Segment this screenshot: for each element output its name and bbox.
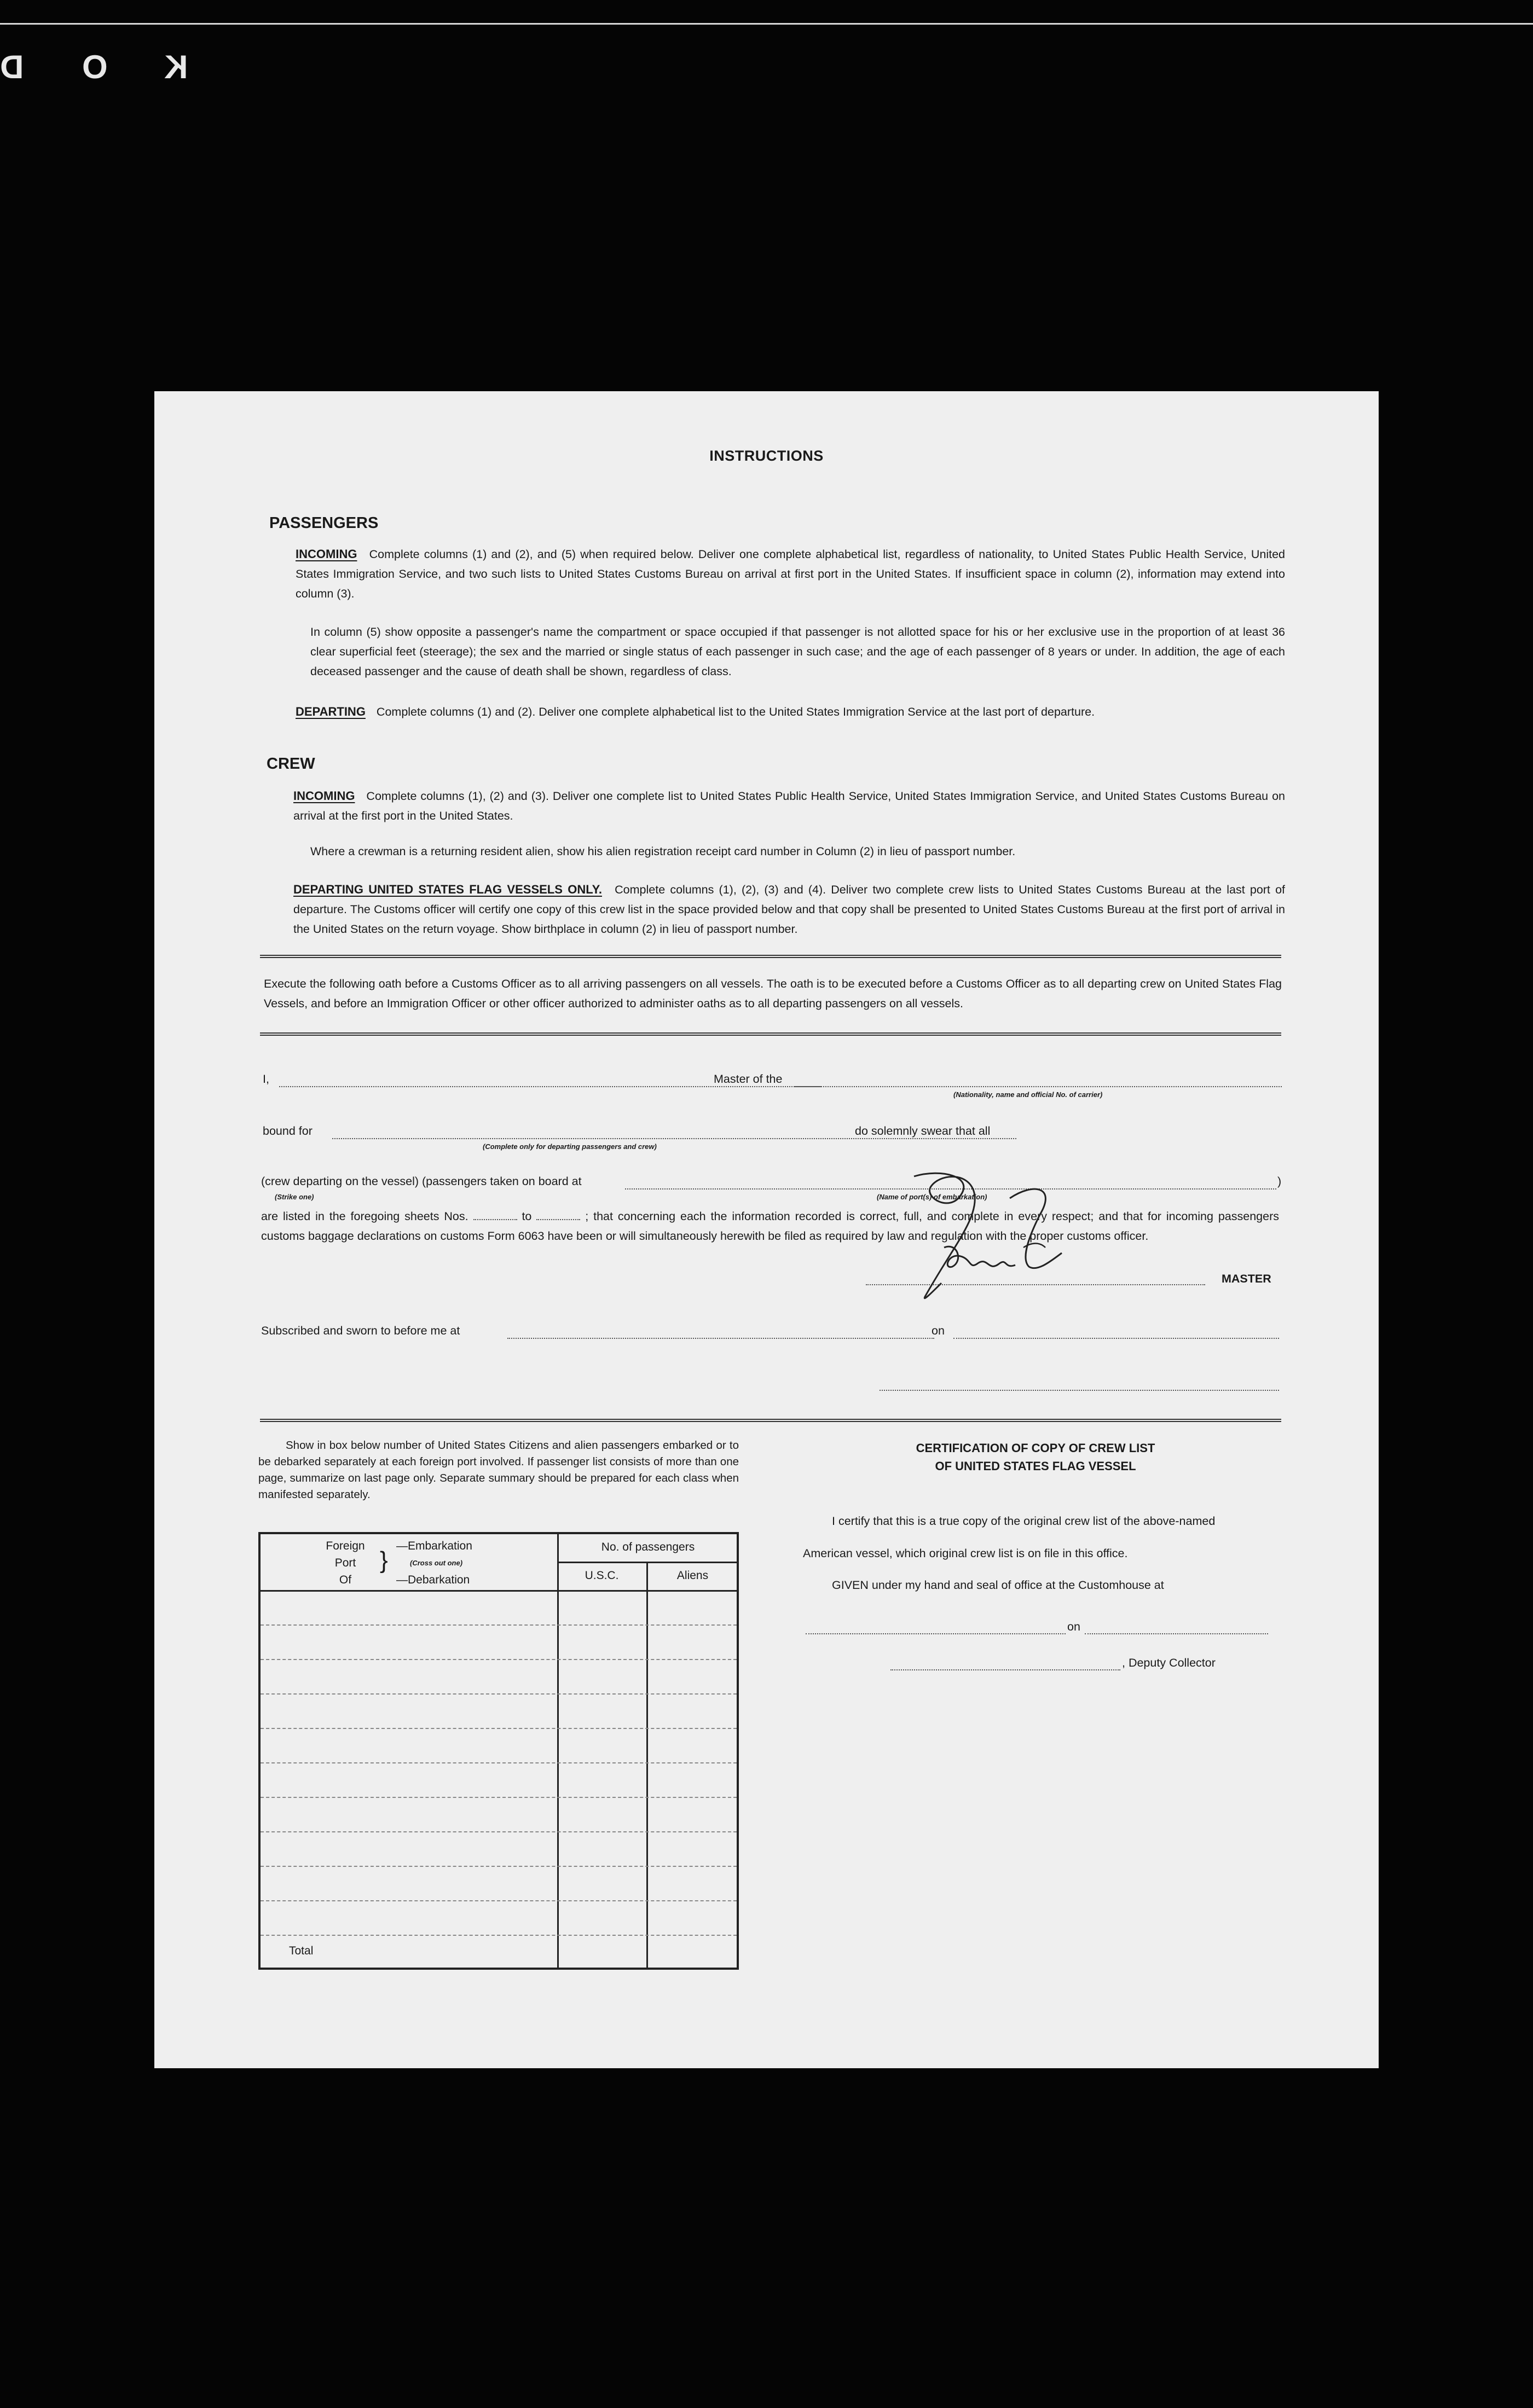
crew-incoming-label: INCOMING [293,789,355,803]
crew-departing-paragraph [293,880,1285,939]
customhouse-place-field[interactable] [806,1633,1066,1634]
certification-heading [800,1439,1271,1475]
table-row[interactable] [261,1797,737,1798]
passengers-incoming-paragraph [296,544,1285,604]
listed-to: to [522,1210,532,1223]
total-label: Total [289,1945,314,1957]
cert-on-label: on [1067,1620,1080,1633]
table-row[interactable] [261,1831,737,1832]
section-rule [260,1419,1281,1422]
incoming-label: INCOMING [296,547,357,561]
summary-instruction: Show in box below number of United States Citizens and alien passengers embarked or to be debarked separately at each foreign port involved. If passenger list consists of more than one page, summarize on last page only. Separate summary should be prepared for each class when manifested separately. [258,1439,739,1501]
certification-heading-2: OF UNITED STATES FLAG VESSEL [935,1459,1136,1473]
brace-icon: } [380,1547,388,1574]
table-row[interactable] [261,1728,737,1729]
cert-date-field[interactable] [1085,1633,1268,1634]
column5-paragraph: In column (5) show opposite a passenger's name the compartment or space occupied if that passenger is not allotted space for his or her exclusive use in the proportion of at least 36 clear superficial feet (steerage); the sex and the married or single status of each passenger in such case; and the age of each passenger of 8 years or under. In addition, the age of each deceased passenger and the cause of death shall be shown, regardless of class. [310,625,1285,678]
crew-incoming-paragraph [293,786,1285,826]
listed-text-1: are listed in the foregoing sheets Nos. [261,1210,468,1223]
nationality-note: (Nationality, name and official No. of carrier) [953,1090,1103,1099]
certification-heading-1: CERTIFICATION OF COPY OF CREW LIST [916,1441,1155,1455]
section-rule [260,1032,1281,1036]
no-passengers-header: No. of passengers [601,1541,695,1553]
film-edge-rule [0,23,1533,25]
section-rule [260,955,1281,958]
table-row[interactable] [261,1624,737,1626]
listed-text-2: ; that concerning each the information recorded is correct, full, and complete in every respect; and that for incoming passengers customs baggage declarations on customs Form 6063 have been or will simultaneously herewith be filed as required by law and regulation with the proper customs officer. [261,1210,1279,1243]
master-label: MASTER [1222,1272,1271,1285]
deputy-signature-field[interactable] [890,1669,1120,1670]
document-page [154,391,1379,2068]
film-mark-o: O [82,49,108,85]
sworn-on-label: on [932,1324,945,1337]
aliens-header: Aliens [676,1569,709,1582]
table-header-rule [261,1590,737,1592]
film-mark-k: K [164,49,188,85]
departing-text: Complete columns (1) and (2). Deliver one complete alphabetical list to the United States Immigration Service at the last port of departure. [376,705,1095,718]
table-row[interactable] [261,1900,737,1901]
certify-line-2: American vessel, which original crew list is on file in this office. [803,1547,1128,1560]
master-of-label: Master of the [714,1072,783,1086]
crew-departing-label: DEPARTING UNITED STATES FLAG VESSELS ONLY. [293,883,602,896]
ports-note: (Name of port(s) of embarkation) [877,1193,987,1201]
given-line: GIVEN under my hand and seal of office at the Customhouse at [832,1579,1164,1592]
bound-for-label: bound for [263,1124,313,1138]
certify-line-1: I certify that this is a true copy of the original crew list of the above-named [832,1515,1216,1528]
departing-label: DEPARTING [296,705,366,718]
bound-for-field[interactable] [332,1138,1016,1139]
passengers-heading: PASSENGERS [269,514,379,532]
officer-signature-field[interactable] [880,1390,1279,1391]
sheet-from-field[interactable] [473,1210,517,1220]
usc-header: U.S.C. [585,1569,619,1582]
close-paren: ) [1277,1175,1282,1188]
master-name-field[interactable] [279,1086,821,1087]
vessel-field[interactable] [795,1086,1282,1087]
crew-heading: CREW [267,755,315,773]
film-mark-d: D [0,49,24,85]
table-row[interactable] [261,1693,737,1695]
cross-out-note: (Cross out one) [410,1559,463,1567]
swear-label: do solemnly swear that all [855,1124,991,1138]
oath-i-label: I, [263,1072,269,1086]
table-row[interactable] [261,1866,737,1867]
foreign-port-header [313,1537,378,1588]
of-label: Of [339,1574,352,1586]
embark-debark-header [396,1537,472,1588]
incoming-text: Complete columns (1) and (2), and (5) when required below. Deliver one complete alphabetical list, regardless of nationality, to United States Public Health Service, United States Immigration Service, and two such lists to United States Customs Bureau on arrival at first port in the United States. If insufficient space in column (2), information may extend into column (3). [296,548,1285,600]
crew-departing-text: Complete columns (1), (2), (3) and (4). Deliver two complete crew lists to United States Customs Bureau at the last port of departure. The Customs officer will certify one copy of this crew list in the space provided below and that copy shall be presented to United States Customs Bureau at the first port of arrival in the United States on the return voyage. Show birthplace in column (2) in lieu of passport number. [293,883,1286,936]
crew-departing-label-oath: (crew departing on the vessel) (passengers taken on board at [261,1175,582,1188]
instructions-title: INSTRUCTIONS [709,448,824,464]
passengers-departing-paragraph [296,702,1285,722]
table-row[interactable] [261,1935,737,1936]
strike-note: (Strike one) [275,1193,314,1201]
subscribed-label: Subscribed and sworn to before me at [261,1324,460,1337]
handwritten-signature-icon [892,1165,1089,1319]
debarkation-label: —Debarkation [396,1574,470,1586]
sworn-date-field[interactable] [953,1338,1279,1339]
table-row[interactable] [261,1762,737,1763]
sheet-to-field[interactable] [536,1210,580,1220]
passenger-summary-table [258,1532,739,1970]
table-divider [557,1534,559,1968]
embarkation-label: —Embarkation [396,1540,472,1552]
listed-paragraph [261,1206,1279,1246]
deputy-collector-label: , Deputy Collector [1122,1656,1216,1669]
table-divider [557,1562,737,1563]
sworn-place-field[interactable] [507,1338,934,1339]
port-label: Port [334,1557,356,1569]
bound-note: (Complete only for departing passengers and crew) [483,1142,657,1151]
oath-intro-paragraph: Execute the following oath before a Customs Officer as to all arriving passengers on all vessels. The oath is to be executed before a Customs Officer as to all departing crew on United States Flag Vessels, and before an Immigration Officer or other officer authorized to administer oaths as to all departing passengers on all vessels. [264,977,1282,1010]
foreign-label: Foreign [326,1540,365,1552]
crew-incoming-text: Complete columns (1), (2) and (3). Deliver one complete list to United States Public Health Service, United States Immigration Service, and United States Customs Bureau on arrival at the first port in the United States. [293,790,1285,822]
crewman-paragraph: Where a crewman is a returning resident alien, show his alien registration receipt card number in Column (2) in lieu of passport number. [310,845,1016,858]
table-divider [646,1562,648,1968]
table-row[interactable] [261,1659,737,1660]
